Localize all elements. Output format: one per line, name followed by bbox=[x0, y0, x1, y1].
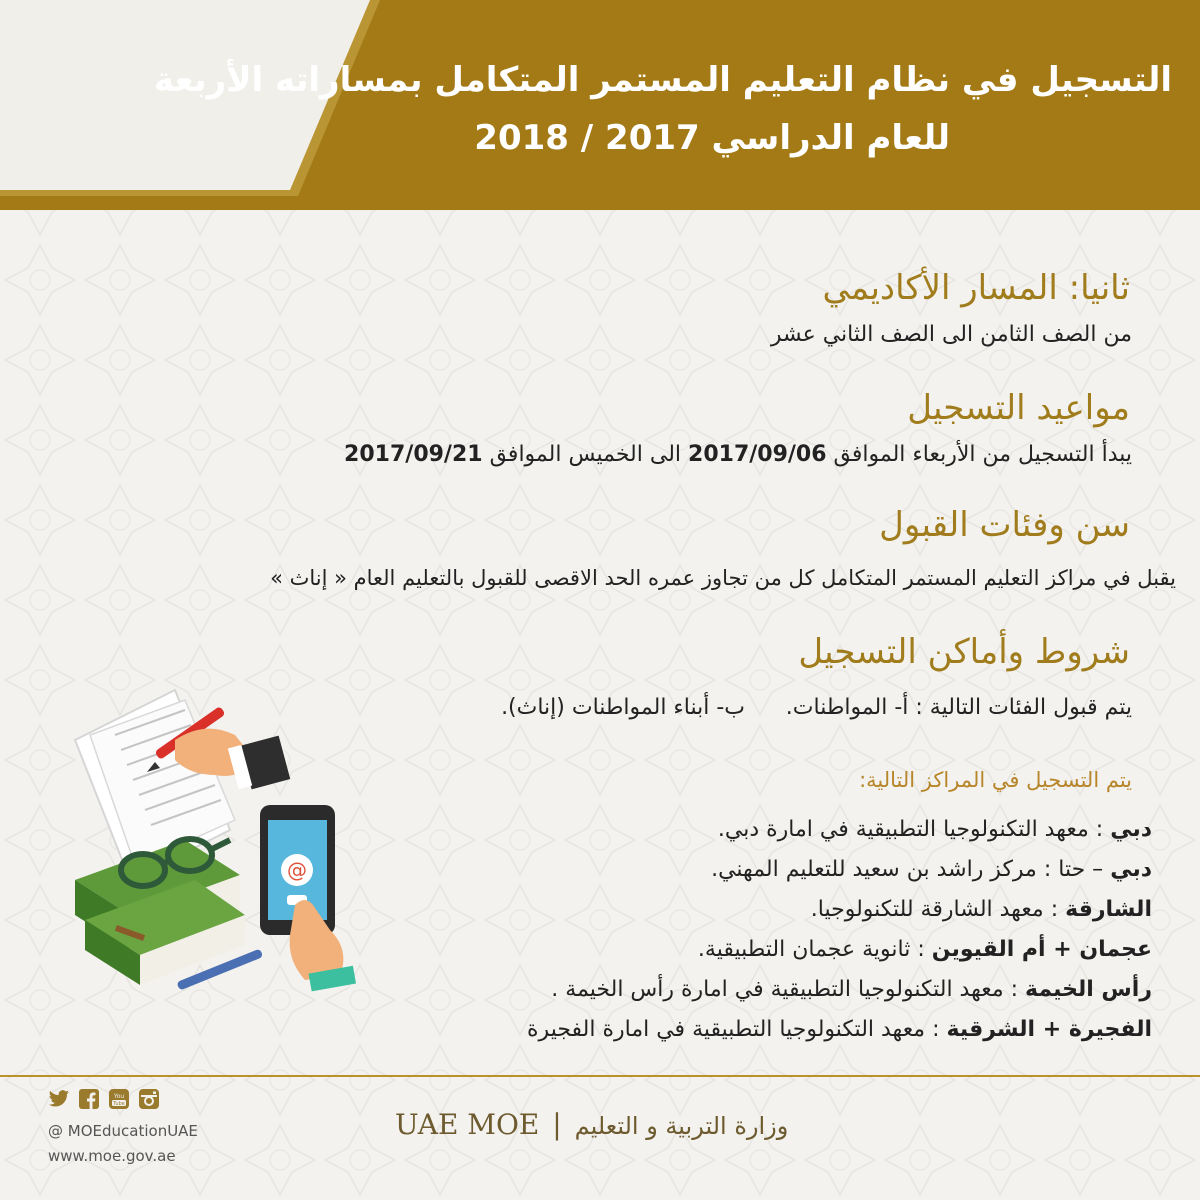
facebook-icon[interactable] bbox=[78, 1088, 100, 1110]
dates-middle: الى الخميس الموافق bbox=[489, 442, 682, 467]
heading-age-categories: سن وفئات القبول bbox=[879, 505, 1130, 545]
center-sep: : bbox=[910, 937, 932, 962]
instagram-icon[interactable] bbox=[138, 1088, 160, 1110]
logo-separator: | bbox=[552, 1108, 562, 1141]
heading-registration-dates: مواعيد التسجيل bbox=[907, 388, 1130, 428]
centers-list bbox=[252, 810, 1152, 1050]
center-sep: : bbox=[1088, 817, 1111, 842]
twitter-icon[interactable] bbox=[48, 1088, 70, 1110]
logo-arabic: وزارة التربية و التعليم bbox=[574, 1112, 789, 1140]
center-place: دبي bbox=[1110, 817, 1152, 842]
social-icons bbox=[48, 1088, 160, 1110]
center-place: الشارقة bbox=[1065, 897, 1152, 922]
website-link[interactable]: www.moe.gov.ae bbox=[48, 1147, 176, 1165]
center-desc: معهد التكنولوجيا التطبيقية في امارة الفجيرة bbox=[527, 1017, 926, 1042]
center-place: دبي bbox=[1110, 857, 1152, 882]
age-categories-text: يقبل في مراكز التعليم المستمر المتكامل كل من تجاوز عمره الحد الاقصى للقبول بالتعليم العام « إناث » bbox=[270, 566, 1176, 590]
header-banner bbox=[0, 0, 1200, 210]
center-desc: معهد التكنولوجيا التطبيقية في امارة رأس الخيمة . bbox=[551, 977, 1004, 1002]
end-date: 2017/09/21 bbox=[344, 442, 483, 467]
center-row bbox=[252, 850, 1152, 890]
header-title: التسجيل في نظام التعليم المستمر المتكامل بمساراته الأربعة bbox=[154, 60, 1172, 100]
registration-illustration bbox=[55, 680, 385, 1010]
center-row bbox=[252, 1010, 1152, 1050]
center-desc: معهد التكنولوجيا التطبيقية في امارة دبي. bbox=[717, 817, 1089, 842]
heading-conditions-locations: شروط وأماكن التسجيل bbox=[798, 632, 1130, 672]
center-sep: : bbox=[925, 1017, 947, 1042]
center-place: عجمان + أم القيوين bbox=[931, 937, 1152, 962]
center-sep: : bbox=[1043, 897, 1066, 922]
svg-text:@: @ bbox=[287, 858, 307, 882]
center-desc: ثانوية عجمان التطبيقية. bbox=[697, 937, 911, 962]
center-desc: معهد الشارقة للتكنولوجيا. bbox=[810, 897, 1044, 922]
center-row bbox=[252, 890, 1152, 930]
registration-dates-text bbox=[344, 442, 1132, 467]
footer-divider bbox=[0, 1075, 1200, 1077]
svg-text:You: You bbox=[113, 1093, 125, 1100]
header-subtitle: للعام الدراسي 2017 / 2018 bbox=[474, 118, 950, 158]
academic-track-text: من الصف الثامن الى الصف الثاني عشر bbox=[770, 322, 1132, 347]
logo-english: UAE MOE bbox=[395, 1108, 540, 1141]
dates-prefix: يبدأ التسجيل من الأربعاء الموافق bbox=[833, 442, 1132, 467]
svg-text:Tube: Tube bbox=[113, 1101, 125, 1107]
conditions-text-b: ب- أبناء المواطنات (إناث). bbox=[501, 695, 745, 720]
center-desc: حتا : مركز راشد بن سعيد للتعليم المهني. bbox=[711, 857, 1086, 882]
center-sep: – bbox=[1085, 857, 1111, 882]
center-place: رأس الخيمة bbox=[1025, 977, 1152, 1002]
center-place: الفجيرة + الشرقية bbox=[946, 1017, 1152, 1042]
center-row bbox=[252, 810, 1152, 850]
start-date: 2017/09/06 bbox=[688, 442, 827, 467]
center-row bbox=[252, 970, 1152, 1010]
centers-intro: يتم التسجيل في المراكز التالية: bbox=[859, 768, 1132, 792]
ministry-logo bbox=[395, 1108, 788, 1141]
center-sep: : bbox=[1003, 977, 1026, 1002]
social-handle[interactable]: @ MOEducationUAE bbox=[48, 1122, 198, 1140]
heading-academic-track: ثانيا: المسار الأكاديمي bbox=[822, 268, 1130, 308]
center-row bbox=[252, 930, 1152, 970]
youtube-icon[interactable] bbox=[108, 1088, 130, 1110]
conditions-text-a: يتم قبول الفئات التالية : أ- المواطنات. bbox=[785, 695, 1132, 720]
